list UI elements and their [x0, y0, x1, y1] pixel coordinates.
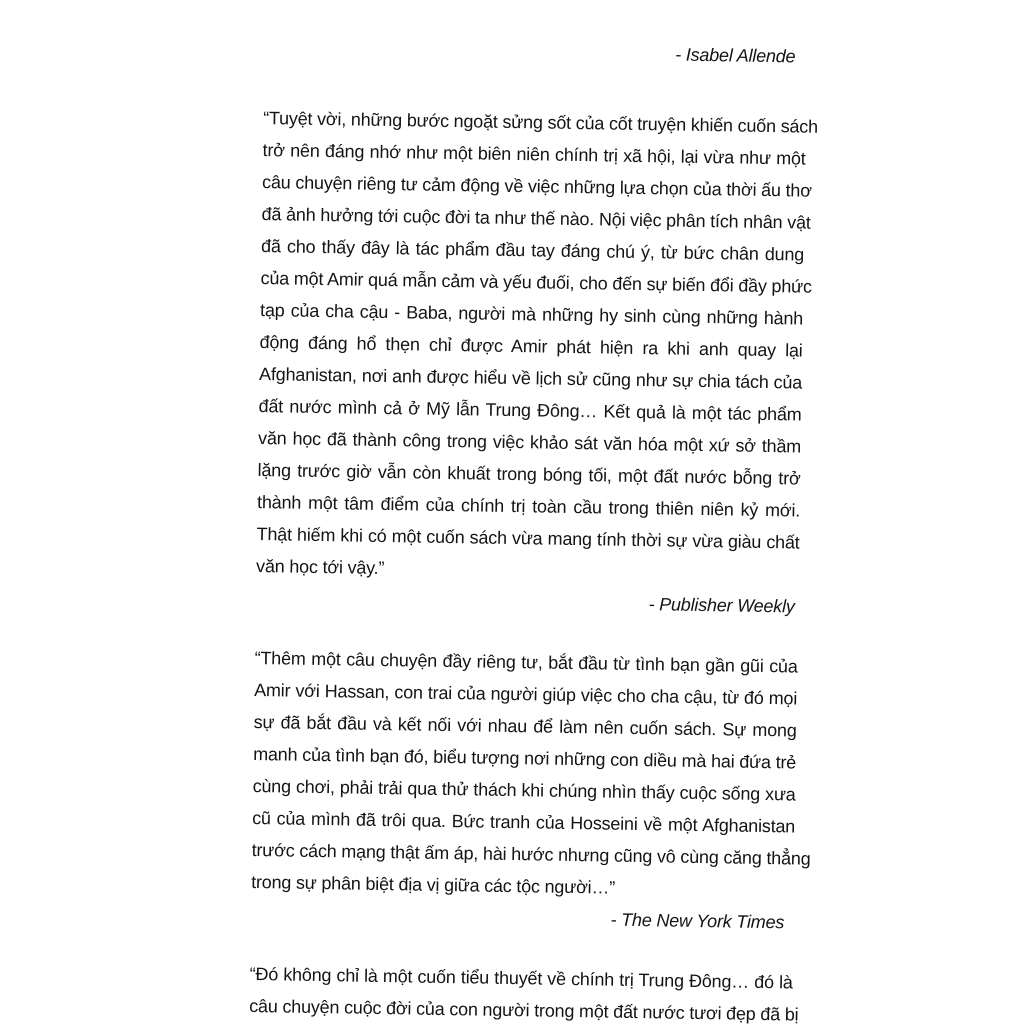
quote-2-line: “Thêm một câu chuyện đầy riêng tư, bắt đầu từ tình bạn gần gũi của — [254, 647, 798, 677]
quote-1-line: đất nước mình cả ở Mỹ lẫn Trung Đông… Kết quả là một tác phẩm — [258, 396, 802, 425]
quote-1-line: “Tuyệt vời, những bước ngoặt sửng sốt của cốt truyện khiến cuốn sách — [263, 108, 819, 137]
quote-1-line: thành một tâm điểm của chính trị toàn cầu trong thiên niên kỷ mới. — [256, 491, 801, 521]
quote-2-line: trong sự phân biệt địa vị giữa các tộc người…” — [250, 871, 616, 898]
quote-3-line: “Đó không chỉ là một cuốn tiểu thuyết về chính trị Trung Đông… đó là — [249, 963, 793, 993]
quote-1-line: động đáng hổ thẹn chỉ được Amir phát hiện ra khi anh quay lại — [259, 332, 803, 361]
quote-1-line: tạp của cha cậu - Baba, người mà những hy sinh cùng những hành — [259, 300, 804, 329]
quote-3-line: câu chuyện cuộc đời của con người trong một đất nước tươi đẹp đã bị — [249, 995, 799, 1025]
attribution-new-york-times: - The New York Times — [610, 909, 785, 933]
quote-1-line: văn học đã thành công trong việc khảo sát văn hóa một xứ sở thầm — [257, 428, 802, 457]
quote-1-line: Thật hiếm khi có một cuốn sách vừa mang tính thời sự vừa giàu chất — [256, 523, 800, 553]
quote-1-line: câu chuyện riêng tư cảm động về việc những lựa chọn của thời ấu thơ — [261, 172, 812, 201]
quote-2-line: cùng chơi, phải trải qua thử thách khi chúng nhìn thấy cuộc sống xưa — [252, 775, 796, 805]
quote-1-line: trở nên đáng nhớ như một biên niên chính trị xã hội, lại vừa như một — [262, 140, 806, 169]
quote-1-line: đã cho thấy đây là tác phẩm đầu tay đáng chú ý, từ bức chân dung — [260, 236, 805, 265]
quote-1-line: đã ảnh hưởng tới cuộc đời ta như thế nào. Nội việc phân tích nhân vật — [261, 204, 811, 233]
quote-2-line: sự đã bắt đầu và kết nối với nhau để làm nên cuốn sách. Sự mong — [253, 711, 797, 741]
attribution-isabel-allende: - Isabel Allende — [675, 44, 796, 67]
quote-1-line: văn học tới vậy.” — [255, 555, 385, 578]
quote-2-line: manh của tình bạn đó, biểu tượng nơi những con diều mà hai đứa trẻ — [253, 743, 797, 773]
quote-1-line: Afghanistan, nơi anh được hiểu về lịch sử cũng như sự chia tách của — [258, 364, 803, 393]
quote-1-line: của một Amir quá mẫn cảm và yếu đuối, cho đến sự biến đổi đầy phức — [260, 268, 812, 297]
quote-2-line: Amir với Hassan, con trai của người giúp việc cho cha cậu, từ đó mọi — [254, 679, 798, 709]
quote-2-line: cũ của mình đã trôi qua. Bức tranh của Hosseini về một Afghanistan — [252, 807, 796, 837]
quote-2-line: trước cách mạng thật ấm áp, hài hước nhưng cũng vô cùng căng thẳng — [251, 839, 811, 869]
quote-1-line: lặng trước giờ vẫn còn khuất trong bóng tối, một đất nước bỗng trở — [257, 460, 801, 489]
attribution-publisher-weekly: - Publisher Weekly — [648, 594, 795, 617]
